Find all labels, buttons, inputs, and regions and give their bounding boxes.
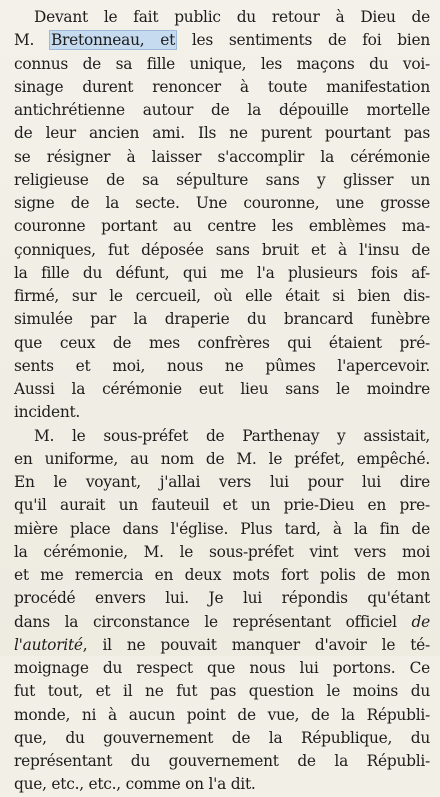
text-line: M. le sous-préfet de Parthenay y assistait, xyxy=(34,426,430,445)
text-line: firmé, sur le cercueil, où elle était si bien dis- xyxy=(14,287,430,305)
text-line: sinage durent renoncer à toute manifestation xyxy=(14,77,430,96)
text-line: se résigner à laisser s'accomplir la cérémonie xyxy=(14,147,430,166)
paragraph-2 xyxy=(14,425,430,797)
text-line: que, du gouvernement de la République, du xyxy=(14,728,430,747)
text-segment: les sentiments de foi bien xyxy=(176,31,431,50)
text-line: Aussi la cérémonie eut lieu sans le moindre xyxy=(14,380,430,398)
text-line: signe de la secte. Une couronne, une grosse xyxy=(14,194,430,212)
text-line: que, etc., etc., comme on l'a dit. xyxy=(14,775,256,794)
text-segment: M. xyxy=(14,31,50,50)
text-line: et me remercia en deux mots fort polis de mon xyxy=(14,566,430,584)
text-line: antichrétienne autour de la dépouille mortelle xyxy=(14,101,430,119)
text-line: qu'il aurait un fauteuil et un prie-Dieu en pre- xyxy=(14,496,430,515)
text-line: couronne portant au centre les emblèmes ma- xyxy=(14,217,430,236)
paragraph-1 xyxy=(14,6,430,425)
article-column xyxy=(14,6,430,797)
text-line: moignage du respect que nous lui portons. Ce xyxy=(14,659,430,677)
text-line: procédé envers lui. Je lui répondis qu'étant xyxy=(14,589,430,608)
italic-text: de xyxy=(411,612,430,631)
text-line: connus de sa fille unique, les maçons du voi- xyxy=(14,54,430,73)
text-line xyxy=(14,634,430,657)
text-line: çonniques, fut déposée sans bruit et à l'insu de xyxy=(14,240,430,259)
text-line: incident. xyxy=(14,403,81,422)
text-line: en uniforme, au nom de M. le préfet, empêché. xyxy=(14,449,430,468)
text-line: de leur ancien ami. Ils ne purent pourtant pas xyxy=(14,124,430,143)
text-line: religieuse de sa sépulture sans y glisser un xyxy=(14,170,430,189)
text-line: Devant le fait public du retour à Dieu de xyxy=(34,8,430,26)
highlighted-selection[interactable]: Bretonneau, et xyxy=(51,31,176,50)
text-line xyxy=(14,29,430,52)
text-line: sents et moi, nous ne pûmes l'apercevoir. xyxy=(14,356,430,375)
text-line: représentant du gouvernement de la Républi- xyxy=(14,752,430,770)
text-line: simulée par la draperie du brancard funèbre xyxy=(14,310,430,329)
text-segment: , il ne pouvait manquer d'avoir le té- xyxy=(82,635,430,654)
text-line xyxy=(14,611,430,634)
italic-text: l'autorité xyxy=(14,635,83,654)
text-line: la fille du défunt, qui me l'a plusieurs fois af- xyxy=(14,263,430,282)
text-line: la cérémonie, M. le sous-préfet vint vers moi xyxy=(14,542,430,561)
text-line: mière place dans l'église. Plus tard, à la fin de xyxy=(14,519,430,538)
text-line: que ceux de mes confrères qui étaient pré- xyxy=(14,333,430,352)
text-line: En le voyant, j'allai vers lui pour lui dire xyxy=(14,473,430,491)
text-line: monde, ni à aucun point de vue, de la Républi- xyxy=(14,705,430,724)
text-line: fut tout, et il ne fut pas question le moins du xyxy=(14,682,430,701)
text-segment: dans la circonstance le représentant officiel xyxy=(14,612,412,631)
